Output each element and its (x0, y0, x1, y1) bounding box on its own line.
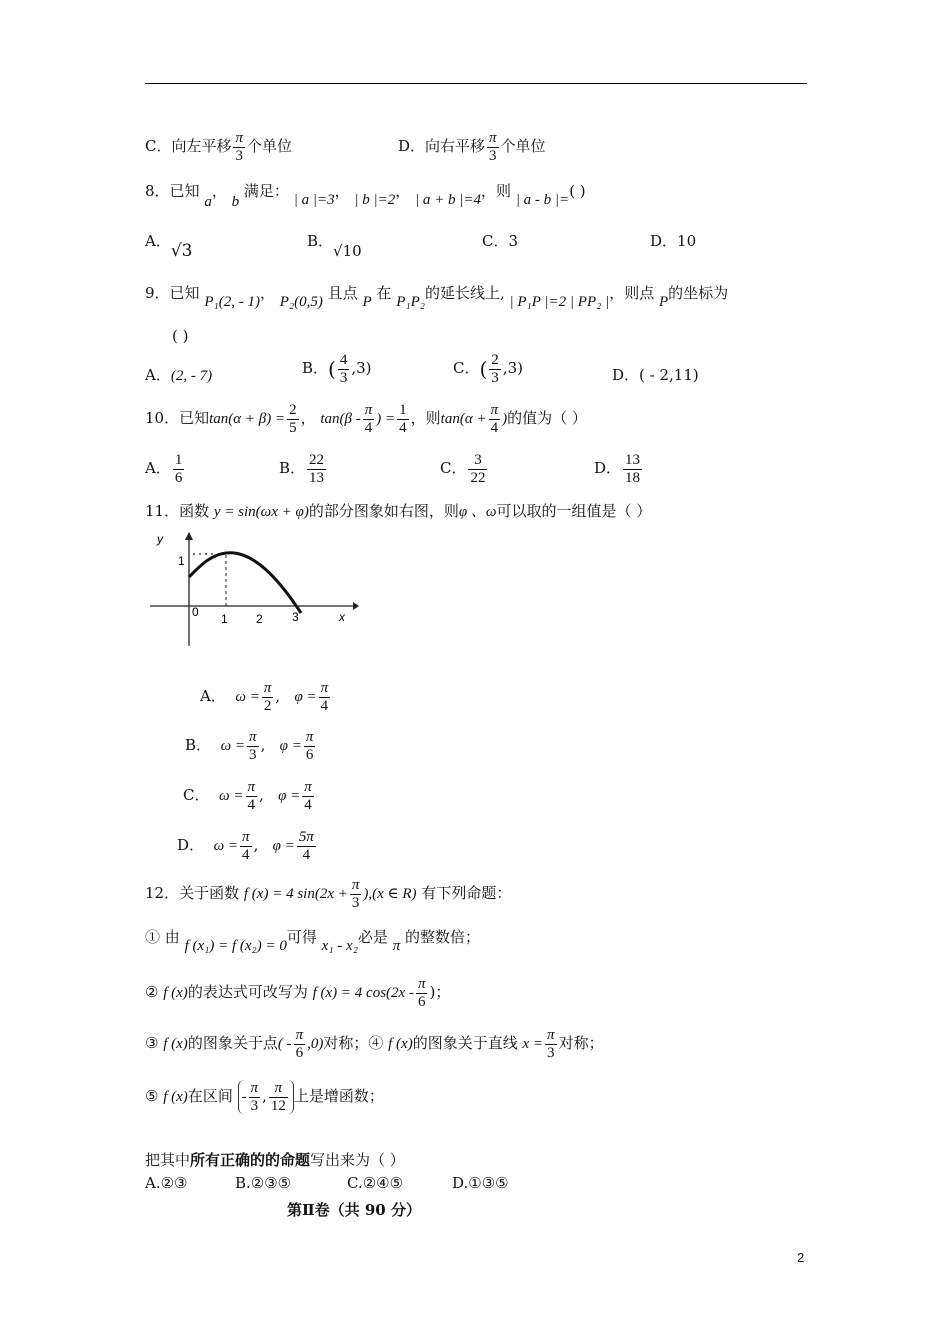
q11-option-c: C． ω = $\frac{\pi}{4}$ , φ = $\frac{\pi}{4}$ (183, 779, 312, 813)
q12-instruction: 把其中所有正确的的命题写出来为（ ） (145, 1151, 405, 1169)
q10-stem: 10．已知tan(α + β) = $\frac{2}{5}$ ， tan(β - $\frac{\pi}{4}$ ) = $\frac{1}{4}$ ，则tan(α + $\frac{\pi}{4}$ )的值为（ ） (145, 402, 587, 436)
q9-option-c: C．( $\frac{2}{3}$ ,3) (453, 352, 523, 386)
graph-x-tick-2: 2 (256, 612, 263, 626)
q9-option-a: A．(2, - 7) (145, 366, 213, 384)
graph-x-tick-1: 1 (221, 612, 228, 626)
q12-option-d: D.①③⑤ (452, 1174, 509, 1192)
q7-option-c: C．向左平移 $\frac{\pi}{3}$ 个单位 (145, 130, 293, 164)
q10-option-b: B． $\frac{22}{13}$ (279, 452, 325, 486)
graph-x-tick-3: 3 (292, 610, 299, 624)
q10-option-c: C． $\frac{3}{22}$ (440, 452, 486, 486)
q12-option-b: B.②③⑤ (235, 1174, 292, 1192)
part-two-heading: 第Ⅱ卷（共 90 分） (287, 1201, 421, 1219)
q10-option-d: D． $\frac{13}{18}$ (594, 452, 641, 486)
q9-stem: 9．已知 P₁(2, - 1)， P₂(0,5) 且点 P 在 P₁P₂的延长线上, | P₁P |=2 | PP₂ |，则点 P的坐标为 (145, 284, 729, 310)
graph-y-tick: 1 (178, 554, 185, 568)
q9-paren: ( ) (172, 327, 189, 345)
q8-option-c: C．3 (482, 232, 519, 250)
graph-origin: 0 (192, 605, 199, 619)
q12-stem: 12．关于函数 f (x) = 4 sin(2x + $\frac{\pi}{3}$ ),(x ∈ R) 有下列命题： (145, 877, 512, 911)
graph-y-arrow-icon (185, 532, 193, 540)
q8-option-d: D．10 (650, 232, 697, 250)
q9-option-b: B．( $\frac{4}{3}$ ,3) (302, 352, 372, 386)
q11-option-a: A． ω = $\frac{\pi}{2}$ , φ = $\frac{\pi}{4}$ (200, 680, 329, 714)
q12-statement-3-4: ③ f (x)的图象关于点( - $\frac{\pi}{6}$ ,0)对称；④ f (x)的图象关于直线 x = $\frac{\pi}{3}$ 对称； (145, 1027, 604, 1061)
q12-option-a: A.②③ (145, 1174, 188, 1192)
graph-x-label: x (339, 610, 345, 624)
graph-x-arrow-icon (353, 602, 359, 610)
q12-option-c: C.②④⑤ (347, 1174, 404, 1192)
q12-statement-5: ⑤ f (x)在区间 - $\frac{\pi}{3}$ , $\frac{\pi}{12}$ 上是增函数； (145, 1080, 384, 1114)
q9-option-d: D．( - 2,11) (612, 366, 699, 384)
page-number: 2 (797, 1250, 805, 1265)
q12-statement-1: ① 由 f (x₁) = f (x₂) = 0可得 x₁ - x₂必是 π 的整数倍； (145, 928, 481, 954)
q10-option-a: A． $\frac{1}{6}$ (145, 452, 183, 486)
q11-option-d: D． ω = $\frac{\pi}{4}$ , φ = $\frac{5\pi}{4}$ (177, 829, 314, 863)
q11-option-b: B． ω = $\frac{\pi}{3}$ , φ = $\frac{\pi}{6}$ (185, 729, 314, 763)
q8-stem: 8．已知 a， b 满足： | a |=3， | b |=2， | a + b |=4，则 | a - b |=( ) (145, 182, 586, 210)
graph-curve (189, 553, 301, 613)
q11-graph (145, 528, 360, 648)
q11-stem: 11．函数 y = sin(ωx + φ)的部分图象如右图，则φ 、ω可以取的一组值是（ ） (145, 502, 652, 520)
q12-statement-2: ② f (x)的表达式可改写为 f (x) = 4 cos(2x - $\frac{\pi}{6}$ )； (145, 976, 451, 1010)
q8-option-a: A．√3 (145, 232, 193, 261)
q8-option-b: B．√10 (307, 232, 362, 260)
q7-option-d: D．向右平移 $\frac{\pi}{3}$ 个单位 (398, 130, 546, 164)
header-rule (145, 83, 807, 84)
graph-y-label: y (157, 532, 163, 546)
